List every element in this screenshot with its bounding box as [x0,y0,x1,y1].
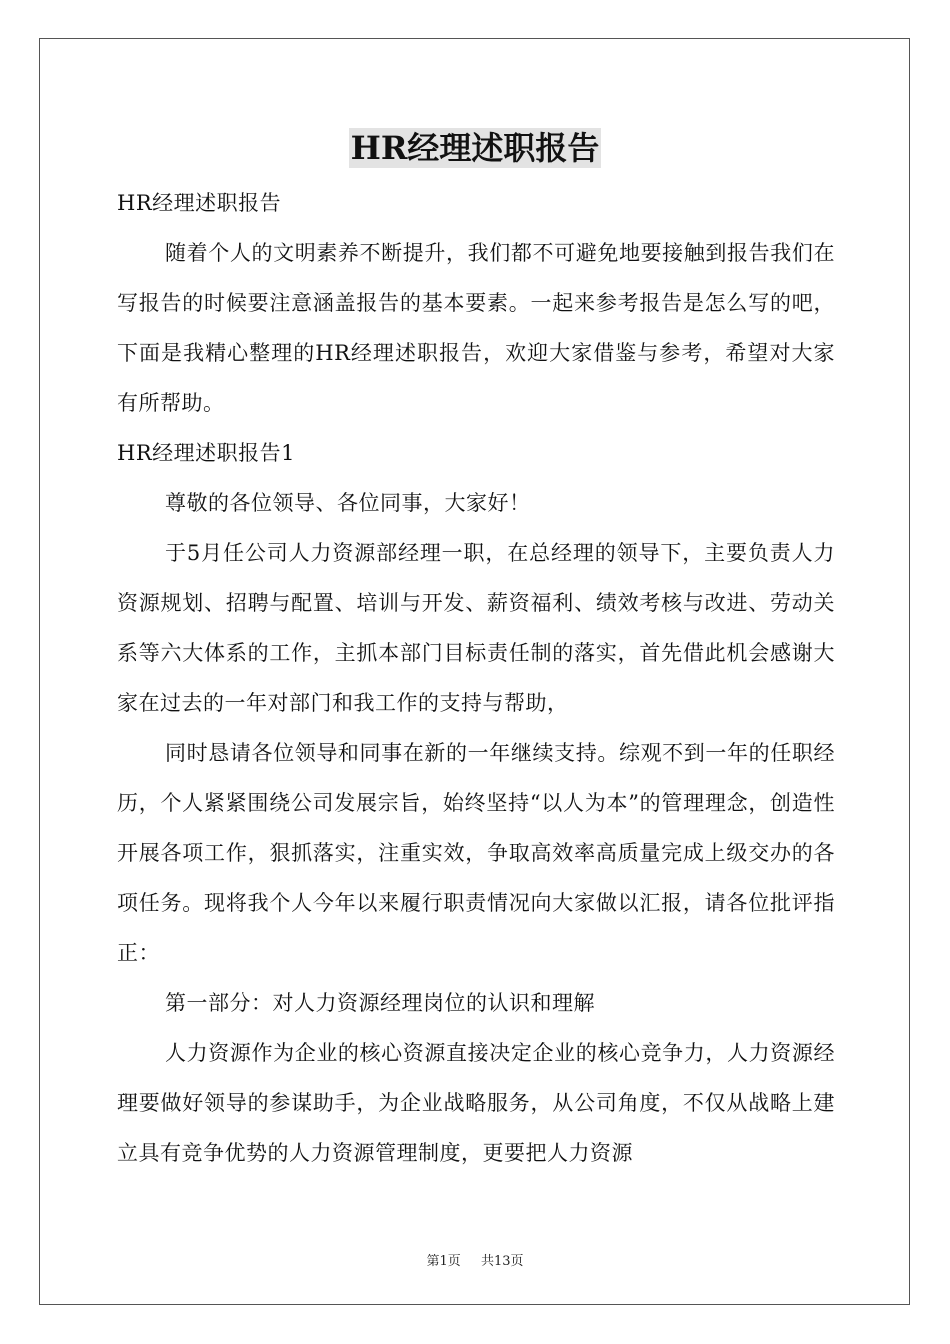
paragraph: 随着个人的文明素养不断提升，我们都不可避免地要接触到报告我们在写报告的时候要注意涵盖报告的基本要素。一起来参考报告是怎么写的吧，下面是我精心整理的HR经理述职报告，欢迎大家借鉴与参考，希望对大家有所帮助。 [117,241,835,415]
paragraph: 尊敬的各位领导、各位同事，大家好！ [165,491,531,515]
page-total: 共13页 [480,1254,524,1269]
page-footer [0,1250,950,1269]
paragraph: HR经理述职报告 [117,191,282,215]
document-body [117,178,835,1178]
paragraph: HR经理述职报告1 [117,441,295,465]
title-area [0,128,950,168]
page-number: 第1页 [426,1254,461,1269]
document-title: HR经理述职报告 [350,129,600,167]
paragraph: 于5月任公司人力资源部经理一职，在总经理的领导下，主要负责人力资源规划、招聘与配置、培训与开发、薪资福利、绩效考核与改进、劳动关系等六大体系的工作，主抓本部门目标责任制的落实，首先借此机会感谢大家在过去的一年对部门和我工作的支持与帮助， [117,541,835,715]
paragraph: 人力资源作为企业的核心资源直接决定企业的核心竞争力，人力资源经理要做好领导的参谋助手，为企业战略服务，从公司角度，不仅从战略上建立具有竞争优势的人力资源管理制度，更要把人力资源 [117,1041,835,1165]
paragraph: 第一部分：对人力资源经理岗位的认识和理解 [165,991,595,1015]
paragraph: 同时恳请各位领导和同事在新的一年继续支持。综观不到一年的任职经历，个人紧紧围绕公司发展宗旨，始终坚持“以人为本”的管理理念，创造性开展各项工作，狠抓落实，注重实效，争取高效率高质量完成上级交办的各项任务。现将我个人今年以来履行职责情况向大家做以汇报，请各位批评指正： [117,741,835,965]
